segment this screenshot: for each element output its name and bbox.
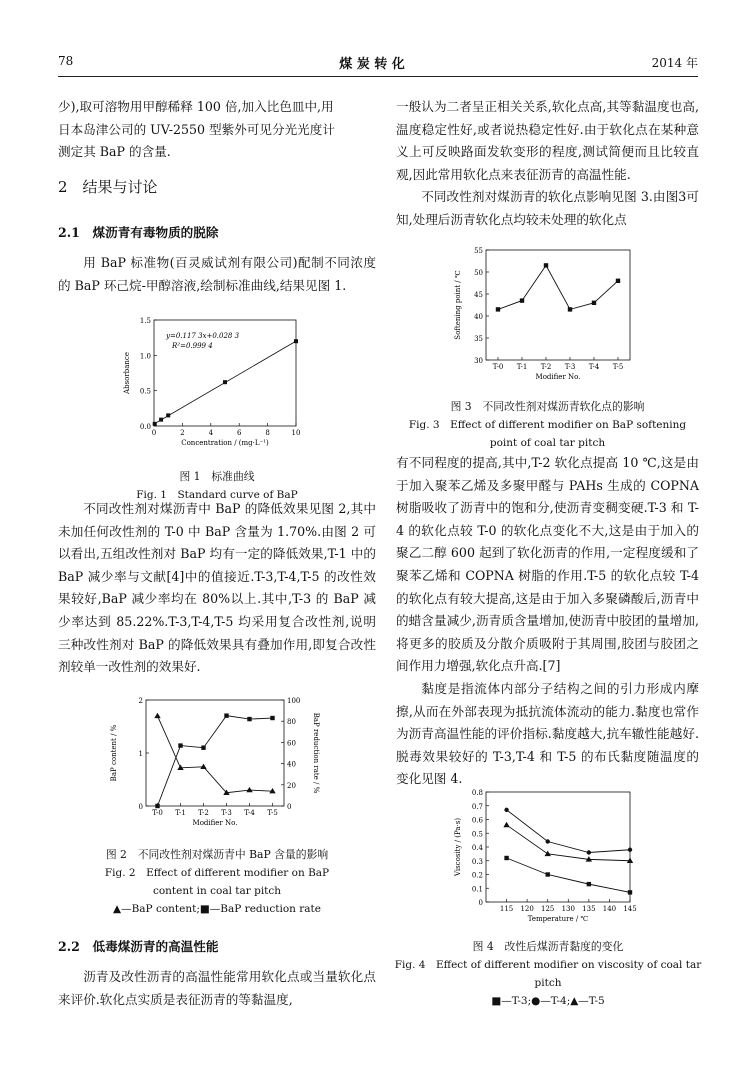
data-point — [294, 339, 298, 343]
paragraph-text: 一般认为二者呈正相关关系,软化点高,其等黏温度也高,温度稳定性好,或者说热稳定性好.由于软化点在某种意义上可反映路面发软变形的程度,测试简便而且比较直观,因此常用软化点来表征沥青的高温性能. — [396, 99, 699, 182]
header-rule — [58, 76, 698, 77]
figure-2-caption-zh: 图 2 不同改性剂对煤沥青中 BaP 含量的影响 — [105, 848, 329, 861]
figure-3-caption-en-1: Fig. 3 Effect of different modifier on BaP softening — [408, 419, 687, 431]
y-tick-label: 45 — [474, 291, 483, 299]
paragraph-text: 不同改性剂对煤沥青的软化点影响见图 3.由图3可知,处理后沥青软化点均较未处理的软化点 — [396, 189, 699, 227]
y-tick-label: 40 — [474, 313, 483, 321]
y-axis-label: Softening point / ℃ — [454, 270, 462, 340]
x-tick-label: 0 — [151, 429, 157, 437]
x-tick-label: 120 — [520, 905, 534, 913]
series-line — [507, 858, 630, 892]
y2-tick-label: 100 — [287, 697, 301, 705]
bap-reduction-paragraph — [58, 498, 376, 679]
series-marker — [270, 716, 274, 720]
figure-4-chart — [446, 786, 696, 934]
y-tick-label: 0.1 — [471, 885, 483, 894]
series-marker — [224, 713, 228, 717]
series-marker — [592, 301, 596, 305]
x-tick-label: 115 — [499, 905, 514, 913]
y-axis-label: Viscosity / (Pa·s) — [454, 817, 462, 877]
journal-name: 煤 炭 转 化 — [339, 57, 405, 72]
x-tick-label: T-5 — [267, 809, 278, 817]
x-tick-label: 125 — [541, 905, 555, 913]
series-marker — [503, 822, 509, 827]
subsection-2-2-title: 2.2 低毒煤沥青的高温性能 — [58, 939, 219, 954]
high-temp-paragraph — [58, 966, 376, 1011]
intro-line: 少),取可溶物用甲醇稀释 100 倍,加入比色皿中,用 — [58, 99, 334, 114]
figure-1-chart — [120, 312, 330, 462]
series-marker — [496, 307, 500, 311]
section-title: 2 结果与讨论 — [58, 178, 158, 196]
intro-line: 测定其 BaP 的含量. — [58, 144, 171, 160]
series-line — [158, 716, 273, 806]
data-point — [159, 418, 163, 422]
y-tick-label: 1 — [138, 750, 143, 758]
x-tick-label: 130 — [561, 905, 575, 913]
series-marker — [178, 743, 182, 747]
data-point — [153, 422, 157, 426]
y-axis-label: BaP content / % — [110, 724, 118, 782]
figure-4-caption-en: Fig. 4 Effect of different modifier on viscosity of coal tar pitch — [394, 959, 702, 989]
paragraph-text: 用 BaP 标准物(百灵威试剂有限公司)配制不同浓度的 BaP 环己烷-甲醇溶液,绘制标准曲线,结果见图 1. — [58, 255, 376, 293]
y2-axis-label: BaP reduction rate / % — [312, 712, 320, 794]
series-marker — [154, 713, 160, 718]
y-tick-label: 0.0 — [139, 423, 151, 431]
series-marker — [247, 717, 251, 721]
y-tick-label: 0.2 — [471, 871, 483, 880]
figure-2-caption-en-1: Fig. 2 Effect of different modifier on BaP — [104, 867, 330, 879]
x-axis-label: Modifier No. — [535, 373, 581, 381]
series-marker — [200, 764, 206, 769]
figure-2-caption-en-2: content in coal tar pitch — [152, 885, 282, 897]
figure-2-legend: ▲—BaP content;■—BaP reduction rate — [113, 903, 321, 915]
y-tick-label: 50 — [474, 269, 483, 277]
x-tick-label: 10 — [291, 429, 301, 437]
intro-line: 日本岛津公司的 UV-2550 型紫外可见分光光度计 — [58, 121, 335, 137]
y-tick-label: 0.4 — [471, 844, 483, 852]
figure-4-caption-zh: 图 4 改性后煤沥青黏度的变化 — [472, 940, 624, 953]
series-marker — [545, 851, 551, 856]
series-marker — [520, 298, 524, 302]
paragraph-text: 沥青及改性沥青的高温性能常用软化点或当量软化点来评价.软化点实质是表征沥青的等黏温度, — [58, 969, 376, 1007]
softening-point-paragraph — [396, 452, 699, 791]
y-tick-label: 0.6 — [471, 816, 483, 825]
y-tick-label: 0.7 — [471, 802, 483, 811]
x-tick-label: T-0 — [152, 809, 163, 817]
data-point — [223, 380, 227, 384]
x-tick-label: T-2 — [198, 809, 209, 817]
x-tick-label: T-1 — [516, 363, 528, 371]
x-tick-label: 6 — [236, 429, 242, 437]
x-tick-label: 2 — [180, 429, 185, 437]
figure-1-caption-zh: 图 1 标准曲线 — [179, 470, 255, 483]
figure-1-caption-en: Fig. 1 Standard curve of BaP — [136, 489, 298, 501]
paragraph-text: 黏度是指流体内部分子结构之间的引力形成内摩擦,从而在外部表现为抵抗流体流动的能力.黏度也常作为沥青高温性能的评价指标.黏度越大,抗车辙性能越好.脱毒效果较好的 T-3,T-4 和 T-5 的布氏黏度随温度的变化见图 4. — [396, 680, 699, 787]
plot-frame — [486, 250, 630, 360]
y-tick-label: 0 — [138, 803, 143, 811]
paragraph-text: 不同改性剂对煤沥青中 BaP 的降低效果见图 2,其中未加任何改性剂的 T-0 中 BaP 含量为 1.70%.由图 2 可以看出,五组改性剂对 BaP 均有一定的降低效果,T-1 中的 BaP 减少率与文献[4]中的值接近.T-3,T-4,T-5 的改性效果较好,BaP 减少率均在 80%以上.其中,T-3 的 BaP 减少率达到 85.22%.T-3,T-4,T-5 均采用复合改性剂,说明三种改性剂对 BaP 的降低效果具有叠加作用,即复合改性剂较单一改性剂的效果好. — [58, 501, 376, 675]
series-marker — [628, 848, 632, 852]
x-tick-label: 135 — [582, 905, 596, 913]
standard-curve-paragraph — [58, 252, 376, 297]
figure-2-caption — [58, 846, 376, 918]
x-tick-label: 4 — [208, 429, 214, 437]
y-tick-label: 0.8 — [471, 789, 483, 797]
y-tick-label: 1.0 — [139, 352, 151, 361]
fit-r-squared: R²=0.999 4 — [172, 342, 213, 350]
y-tick-label: 1.5 — [139, 317, 151, 325]
x-tick-label: T-0 — [492, 363, 504, 371]
fit-equation: y=0.117 3x+0.028 3 — [166, 332, 240, 340]
series-marker — [155, 804, 159, 808]
x-tick-label: T-4 — [588, 363, 600, 371]
x-tick-label: T-1 — [175, 809, 186, 817]
x-tick-label: T-5 — [612, 363, 624, 371]
figure-3-caption-en-2: point of coal tar pitch — [489, 437, 606, 449]
intro-text — [58, 96, 376, 164]
x-tick-label: T-3 — [564, 363, 576, 371]
series-marker — [628, 890, 632, 894]
x-axis-label: Concentration / (mg·L⁻¹) — [181, 439, 269, 447]
figure-3-chart — [446, 244, 696, 392]
data-point — [166, 413, 170, 417]
series-line — [507, 825, 630, 861]
series-marker — [616, 279, 620, 283]
series-marker — [568, 307, 572, 311]
y2-tick-label: 40 — [287, 760, 296, 769]
y-tick-label: 35 — [474, 335, 483, 343]
page-number: 78 — [58, 54, 74, 68]
x-tick-label: T-4 — [244, 809, 255, 817]
correlation-paragraph — [396, 96, 699, 232]
series-line — [498, 265, 618, 309]
x-tick-label: 8 — [265, 429, 270, 437]
figure-4-caption — [380, 938, 716, 1010]
subsection-2-1-title: 2.1 煤沥青有毒物质的脱除 — [58, 225, 219, 240]
series-marker — [546, 839, 550, 843]
y2-tick-label: 0 — [287, 803, 292, 811]
y-tick-label: 0.5 — [139, 387, 151, 396]
figure-3-caption-zh: 图 3 不同改性剂对煤沥青软化点的影响 — [450, 400, 645, 413]
y-axis-label: Absorbance — [123, 352, 131, 394]
series-marker — [504, 808, 508, 812]
x-axis-label: Modifier No. — [192, 819, 238, 827]
y2-tick-label: 60 — [287, 739, 296, 748]
x-tick-label: T-2 — [540, 363, 552, 371]
series-marker — [546, 872, 550, 876]
series-marker — [201, 746, 205, 750]
figure-3-caption — [396, 398, 699, 452]
y-tick-label: 55 — [474, 247, 483, 255]
y-tick-label: 30 — [474, 357, 483, 365]
x-tick-label: 145 — [623, 905, 637, 913]
y-tick-label: 0 — [478, 899, 483, 907]
series-line — [158, 716, 273, 793]
y-tick-label: 0.5 — [471, 830, 483, 839]
series-marker — [587, 882, 591, 886]
figure-2-chart — [100, 694, 350, 834]
x-tick-label: 140 — [602, 905, 617, 913]
plot-frame — [146, 700, 284, 806]
series-marker — [246, 787, 252, 792]
series-line — [507, 810, 630, 853]
y-tick-label: 2 — [138, 697, 143, 705]
year: 2014 年 — [651, 56, 698, 70]
series-marker — [587, 850, 591, 854]
y2-tick-label: 20 — [287, 781, 296, 790]
figure-4-legend: ■—T-3;●—T-4;▲—T-5 — [491, 995, 605, 1007]
series-marker — [504, 856, 508, 860]
paragraph-text: 有不同程度的提高,其中,T-2 软化点提高 10 ℃,这是由于加入聚苯乙烯及多聚甲醛与 PAHs 生成的 COPNA 树脂吸收了沥青中的饱和分,使沥青变稠变硬.T-3 和 T-4 的软化点较 T-0 的软化点变化不大,这是由于加入的聚乙二醇 600 起到了软化沥青的作用,一定程度缓和了聚苯乙烯和 COPNA 树脂的作用.T-5 的软化点较 T-4 的软化点有较大提高,这是由于加入多聚磷酸后,沥青中的蜡含量减少,沥青质含量增加,使沥青中胶团的量增加,将更多的胶质及分散介质吸附于其周围,胶团与胶团之间作用力增强,软化点升高.[7] — [396, 455, 699, 674]
x-axis-label: Temperature / ℃ — [527, 915, 589, 923]
x-tick-label: T-3 — [221, 809, 232, 817]
series-marker — [544, 263, 548, 267]
y2-tick-label: 80 — [287, 718, 296, 727]
y-tick-label: 0.3 — [471, 857, 483, 866]
